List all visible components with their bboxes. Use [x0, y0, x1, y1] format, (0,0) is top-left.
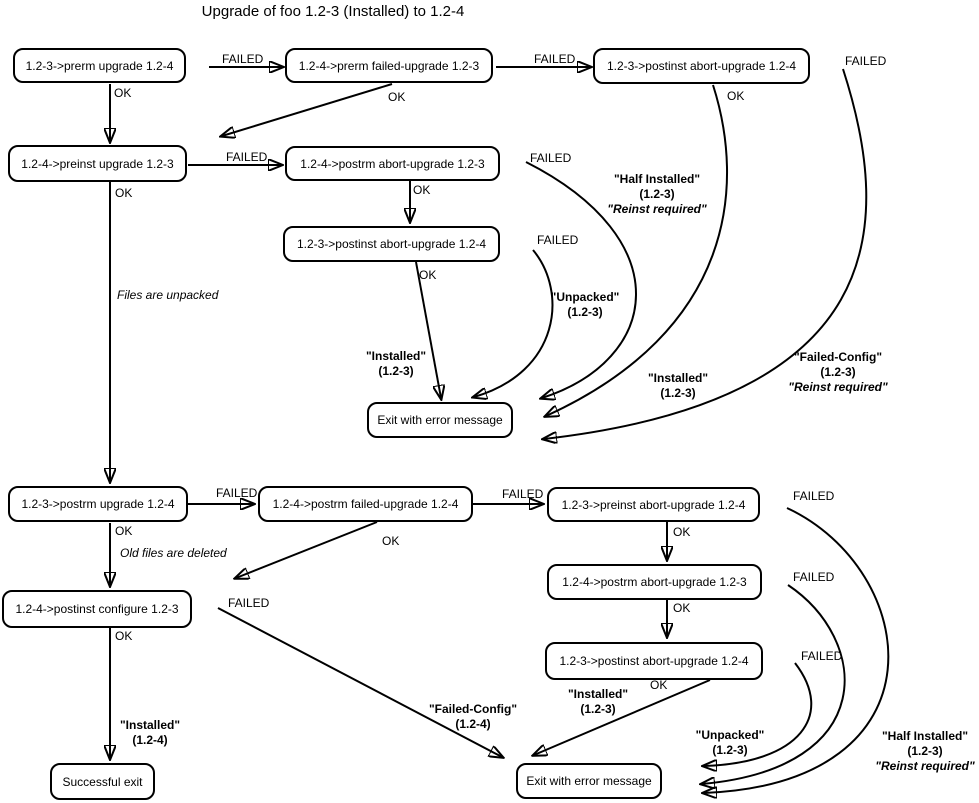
label-failed-postrm-abort-mid: FAILED: [530, 151, 572, 165]
state-unpacked-top: "Unpacked" (1.2-3): [550, 290, 620, 319]
node-postrm-abort-upgrade-mid: 1.2-4->postrm abort-upgrade 1.2-3: [285, 146, 500, 181]
label-ok-prerm: OK: [114, 86, 132, 100]
state-installed-success: "Installed" (1.2-4): [119, 718, 181, 747]
node-prerm-failed-upgrade: 1.2-4->prerm failed-upgrade 1.2-3: [285, 48, 493, 83]
label-failed-postrm-upgrade: FAILED: [216, 486, 258, 500]
label-failed-postinst-configure: FAILED: [228, 596, 270, 610]
node-postrm-upgrade: 1.2-3->postrm upgrade 1.2-4: [8, 486, 188, 522]
label-ok-postrm-failed: OK: [382, 534, 400, 548]
edge-postrm-failed-ok: [236, 522, 377, 578]
edge-unpacked-top: [474, 250, 552, 397]
node-prerm-upgrade: 1.2-3->prerm upgrade 1.2-4: [13, 48, 186, 83]
state-failed-config-top: "Failed-Config" (1.2-3) "Reinst required": [788, 350, 888, 394]
label-ok-postinst-abort-mid: OK: [419, 268, 437, 282]
label-ok-postinst-abort-top: OK: [727, 89, 745, 103]
label-failed-postinst-abort-top: FAILED: [845, 54, 887, 68]
label-ok-postinst-configure: OK: [115, 629, 133, 643]
label-failed-postrm-abort-bottom: FAILED: [793, 570, 835, 584]
node-postrm-abort-upgrade-bottom: 1.2-4->postrm abort-upgrade 1.2-3: [547, 564, 762, 600]
state-installed-top-left: "Installed" (1.2-3): [365, 349, 427, 378]
label-failed-preinst-abort: FAILED: [793, 489, 835, 503]
edge-postinst-abort-top-ok: [546, 85, 727, 416]
label-ok-postinst-abort-bottom: OK: [650, 678, 668, 692]
state-unpacked-bottom: "Unpacked" (1.2-3): [695, 728, 765, 757]
state-half-installed-top: "Half Installed" (1.2-3) "Reinst required": [607, 172, 707, 216]
label-failed-prerm: FAILED: [222, 52, 264, 66]
note-files-unpacked: Files are unpacked: [117, 288, 219, 302]
label-ok-prerm-failed: OK: [388, 90, 406, 104]
label-ok-postrm-abort-mid: OK: [413, 183, 431, 197]
edge-prerm-failed-ok: [222, 84, 392, 136]
edge-failed-config-bottom: [218, 608, 502, 757]
state-failed-config-bottom: "Failed-Config" (1.2-4): [428, 702, 518, 731]
state-installed-bottom-mid: "Installed" (1.2-3): [567, 687, 629, 716]
node-preinst-upgrade: 1.2-4->preinst upgrade 1.2-3: [8, 145, 187, 182]
node-successful-exit: Successful exit: [50, 763, 155, 800]
label-failed-preinst: FAILED: [226, 150, 268, 164]
label-ok-postrm-upgrade: OK: [115, 524, 133, 538]
label-failed-prerm-failed: FAILED: [534, 52, 576, 66]
label-ok-preinst-abort: OK: [673, 525, 691, 539]
node-postrm-failed-upgrade: 1.2-4->postrm failed-upgrade 1.2-4: [258, 486, 473, 522]
node-postinst-configure: 1.2-4->postinst configure 1.2-3: [2, 590, 192, 628]
node-postinst-abort-upgrade-top: 1.2-3->postinst abort-upgrade 1.2-4: [593, 48, 810, 84]
label-failed-postinst-abort-bottom: FAILED: [801, 649, 843, 663]
node-postinst-abort-upgrade-mid: 1.2-3->postinst abort-upgrade 1.2-4: [283, 226, 500, 262]
node-exit-error-top: Exit with error message: [367, 402, 513, 438]
label-failed-postinst-abort-mid: FAILED: [537, 233, 579, 247]
note-old-files-deleted: Old files are deleted: [120, 546, 227, 560]
node-exit-error-bottom: Exit with error message: [516, 763, 662, 799]
state-installed-top-right: "Installed" (1.2-3): [647, 371, 709, 400]
node-postinst-abort-upgrade-bottom: 1.2-3->postinst abort-upgrade 1.2-4: [545, 642, 763, 680]
diagram-title: Upgrade of foo 1.2-3 (Installed) to 1.2-4: [201, 3, 465, 20]
node-preinst-abort-upgrade: 1.2-3->preinst abort-upgrade 1.2-4: [547, 487, 760, 522]
state-half-installed-bottom: "Half Installed" (1.2-3) "Reinst required": [875, 729, 975, 773]
label-ok-preinst: OK: [115, 186, 133, 200]
label-ok-postrm-abort-bottom: OK: [673, 601, 691, 615]
label-failed-postrm-failed: FAILED: [502, 487, 544, 501]
